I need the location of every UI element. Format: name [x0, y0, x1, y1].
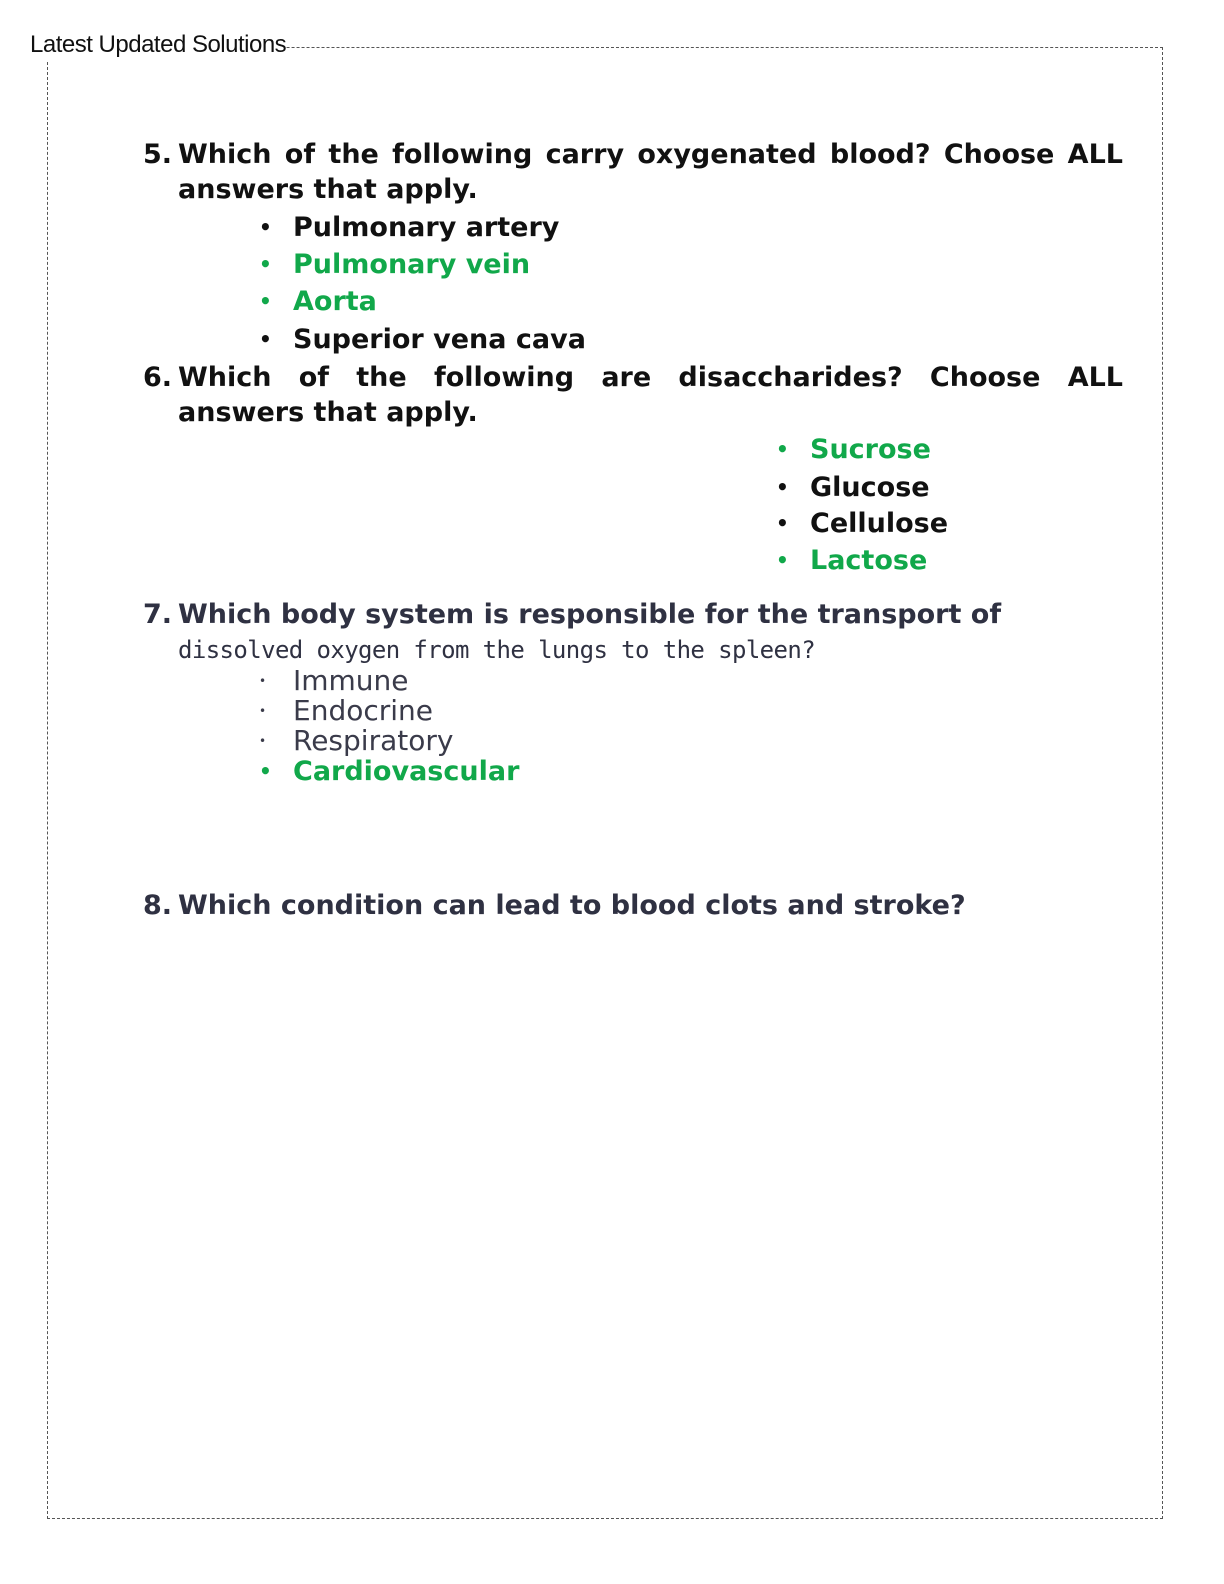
option-glucose	[776, 470, 930, 505]
option-superior-vena-cava	[259, 322, 586, 357]
bullet-icon: •	[259, 734, 267, 748]
option-lactose	[776, 543, 927, 578]
question-text: Which body system is responsible for the transport of	[178, 599, 1002, 630]
bullet-icon: •	[776, 511, 789, 535]
bullet-icon: •	[259, 289, 272, 313]
question-7	[143, 597, 1123, 632]
option-pulmonary-artery	[259, 210, 559, 245]
option-aorta	[259, 284, 377, 319]
option-label: Endocrine	[293, 694, 433, 727]
option-respiratory	[259, 726, 453, 756]
option-label: Aorta	[293, 286, 377, 317]
bullet-icon: •	[776, 437, 789, 461]
question-text: Which of the following carry oxygenated blood? Choose ALL answers that apply.	[178, 139, 1123, 205]
option-label: Pulmonary vein	[293, 249, 531, 280]
option-cardiovascular	[259, 754, 519, 789]
option-endocrine	[259, 696, 433, 726]
header-label: Latest Updated Solutions	[30, 31, 287, 58]
option-label: Cellulose	[810, 508, 949, 539]
option-cellulose	[776, 506, 948, 541]
option-label: Immune	[293, 664, 409, 697]
option-immune	[259, 666, 409, 696]
bullet-icon: •	[259, 674, 267, 688]
option-label: Sucrose	[810, 434, 931, 465]
bullet-icon: •	[259, 327, 272, 351]
question-8	[143, 888, 1123, 923]
option-label: Respiratory	[293, 724, 454, 757]
option-label: Cardiovascular	[293, 756, 520, 787]
bullet-icon: •	[776, 548, 789, 572]
option-sucrose	[776, 432, 931, 467]
question-7-text-line-2: dissolved oxygen from the lungs to the spleen?	[178, 636, 816, 664]
question-number: 6.	[143, 362, 173, 393]
option-label: Lactose	[810, 545, 928, 576]
question-text: Which condition can lead to blood clots and stroke?	[178, 890, 966, 921]
question-number: 8.	[143, 890, 173, 921]
option-label: Superior vena cava	[293, 324, 586, 355]
bullet-icon: •	[259, 704, 267, 718]
question-number: 7.	[143, 599, 173, 630]
option-label: Glucose	[810, 472, 930, 503]
bullet-icon: •	[259, 215, 272, 239]
option-label: Pulmonary artery	[293, 212, 560, 243]
question-number: 5.	[143, 139, 173, 170]
question-text: Which of the following are disaccharides? Choose ALL answers that apply.	[178, 362, 1123, 428]
question-6	[143, 360, 1123, 430]
bullet-icon: •	[259, 759, 272, 783]
question-5	[143, 137, 1123, 207]
bullet-icon: •	[776, 475, 789, 499]
option-pulmonary-vein	[259, 247, 530, 282]
bullet-icon: •	[259, 252, 272, 276]
